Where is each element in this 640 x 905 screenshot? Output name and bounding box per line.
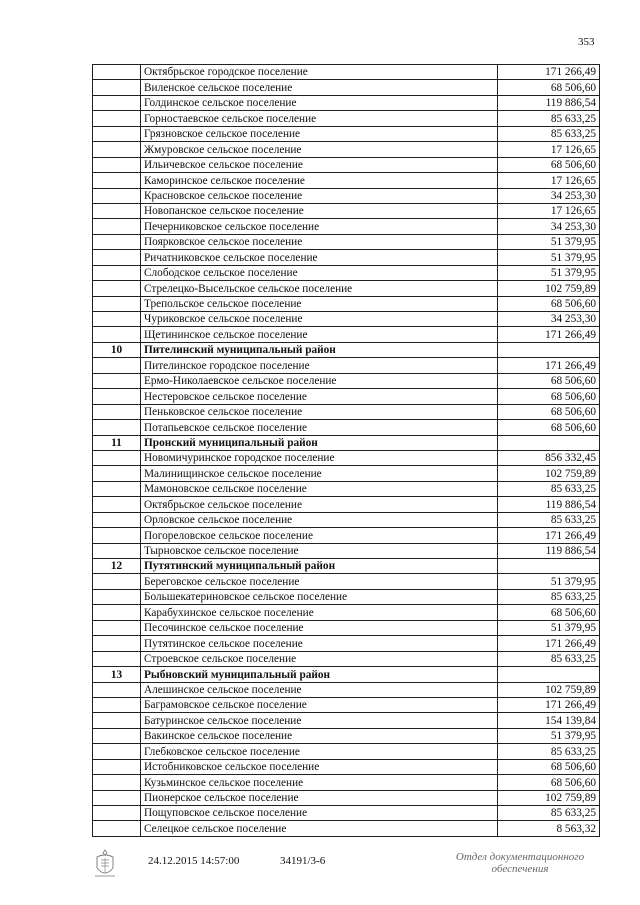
settlement-name-cell: Береговское сельское поселение xyxy=(141,574,498,589)
amount-cell: 171 266,49 xyxy=(498,636,600,651)
row-number-cell xyxy=(93,203,141,218)
settlement-name-cell: Вакинское сельское поселение xyxy=(141,728,498,743)
amount-cell: 68 506,60 xyxy=(498,759,600,774)
row-number-cell xyxy=(93,466,141,481)
settlement-name-cell: Нестеровское сельское поселение xyxy=(141,389,498,404)
amount-cell: 102 759,89 xyxy=(498,281,600,296)
amount-cell: 34 253,30 xyxy=(498,312,600,327)
amount-cell xyxy=(498,559,600,574)
amount-cell: 102 759,89 xyxy=(498,790,600,805)
table-row xyxy=(93,744,600,759)
table-row xyxy=(93,234,600,249)
settlement-name-cell: Истобниковское сельское поселение xyxy=(141,759,498,774)
amount-cell: 51 379,95 xyxy=(498,234,600,249)
amount-cell: 17 126,65 xyxy=(498,203,600,218)
row-number-cell xyxy=(93,605,141,620)
settlement-name-cell: Мамоновское сельское поселение xyxy=(141,481,498,496)
amount-cell: 51 379,95 xyxy=(498,574,600,589)
row-number-cell xyxy=(93,651,141,666)
settlement-name-cell: Чуриковское сельское поселение xyxy=(141,312,498,327)
district-row xyxy=(93,667,600,682)
table-row xyxy=(93,420,600,435)
table-row xyxy=(93,95,600,110)
settlement-name-cell: Жмуровское сельское поселение xyxy=(141,142,498,157)
row-number-cell xyxy=(93,281,141,296)
table-row xyxy=(93,512,600,527)
row-number-cell xyxy=(93,219,141,234)
table-row xyxy=(93,327,600,342)
amount-cell: 119 886,54 xyxy=(498,95,600,110)
amount-cell: 85 633,25 xyxy=(498,744,600,759)
table-row xyxy=(93,404,600,419)
settlement-name-cell: Карабухинское сельское поселение xyxy=(141,605,498,620)
row-number-cell xyxy=(93,265,141,280)
row-number-cell xyxy=(93,188,141,203)
amount-cell: 51 379,95 xyxy=(498,728,600,743)
settlement-name-cell: Пощуповское сельское поселение xyxy=(141,806,498,821)
amount-cell: 68 506,60 xyxy=(498,80,600,95)
table-row xyxy=(93,759,600,774)
row-number-cell xyxy=(93,65,141,80)
row-number-cell xyxy=(93,358,141,373)
row-number-cell xyxy=(93,142,141,157)
amount-cell: 102 759,89 xyxy=(498,466,600,481)
amount-cell: 51 379,95 xyxy=(498,265,600,280)
settlement-name-cell: Глебковское сельское поселение xyxy=(141,744,498,759)
table-row xyxy=(93,497,600,512)
table-row xyxy=(93,589,600,604)
settlement-name-cell: Орловское сельское поселение xyxy=(141,512,498,527)
settlement-name-cell: Пеньковское сельское поселение xyxy=(141,404,498,419)
row-number-cell xyxy=(93,620,141,635)
coat-of-arms-icon xyxy=(93,848,117,880)
table-row xyxy=(93,651,600,666)
settlement-name-cell: Трепольское сельское поселение xyxy=(141,296,498,311)
row-number-cell xyxy=(93,111,141,126)
page-number: 353 xyxy=(578,36,595,48)
amount-cell: 102 759,89 xyxy=(498,682,600,697)
table-row xyxy=(93,373,600,388)
table-row xyxy=(93,790,600,805)
settlement-name-cell: Кузьминское сельское поселение xyxy=(141,775,498,790)
settlement-name-cell: Алешинское сельское поселение xyxy=(141,682,498,697)
table-row xyxy=(93,265,600,280)
table-row xyxy=(93,620,600,635)
settlement-name-cell: Горностаевское сельское поселение xyxy=(141,111,498,126)
row-number-cell xyxy=(93,234,141,249)
settlement-name-cell: Потапьевское сельское поселение xyxy=(141,420,498,435)
settlement-name-cell: Строевское сельское поселение xyxy=(141,651,498,666)
row-number-cell xyxy=(93,404,141,419)
amount-cell: 856 332,45 xyxy=(498,450,600,465)
table-row xyxy=(93,450,600,465)
table-row xyxy=(93,713,600,728)
row-number-cell xyxy=(93,95,141,110)
table-row xyxy=(93,481,600,496)
row-number-cell xyxy=(93,420,141,435)
row-number-cell: 10 xyxy=(93,342,141,357)
settlement-name-cell: Путятинское сельское поселение xyxy=(141,636,498,651)
amount-cell: 85 633,25 xyxy=(498,512,600,527)
settlement-name-cell: Рыбновский муниципальный район xyxy=(141,667,498,682)
table-row xyxy=(93,188,600,203)
row-number-cell xyxy=(93,790,141,805)
table-row xyxy=(93,80,600,95)
settlement-name-cell: Малинищинское сельское поселение xyxy=(141,466,498,481)
settlement-name-cell: Батуринское сельское поселение xyxy=(141,713,498,728)
amount-cell: 68 506,60 xyxy=(498,296,600,311)
amount-cell: 85 633,25 xyxy=(498,589,600,604)
settlement-name-cell: Баграмовское сельское поселение xyxy=(141,697,498,712)
amount-cell: 68 506,60 xyxy=(498,389,600,404)
row-number-cell xyxy=(93,528,141,543)
settlement-name-cell: Селецкое сельское поселение xyxy=(141,821,498,836)
amount-cell: 171 266,49 xyxy=(498,65,600,80)
amount-cell: 34 253,30 xyxy=(498,219,600,234)
table-row xyxy=(93,574,600,589)
table-row xyxy=(93,806,600,821)
stamp-line-1: Отдел документационного xyxy=(455,851,585,863)
amount-cell: 85 633,25 xyxy=(498,806,600,821)
amount-cell: 17 126,65 xyxy=(498,173,600,188)
table-row xyxy=(93,142,600,157)
amount-cell: 68 506,60 xyxy=(498,775,600,790)
district-row xyxy=(93,435,600,450)
amount-cell: 85 633,25 xyxy=(498,651,600,666)
table-row xyxy=(93,821,600,836)
table-row xyxy=(93,682,600,697)
settlement-name-cell: Погореловское сельское поселение xyxy=(141,528,498,543)
table-row xyxy=(93,203,600,218)
amount-cell: 171 266,49 xyxy=(498,697,600,712)
settlement-name-cell: Грязновское сельское поселение xyxy=(141,126,498,141)
row-number-cell xyxy=(93,728,141,743)
amount-cell: 171 266,49 xyxy=(498,528,600,543)
amount-cell xyxy=(498,342,600,357)
row-number-cell xyxy=(93,775,141,790)
table-row xyxy=(93,728,600,743)
row-number-cell xyxy=(93,173,141,188)
footer-date: 24.12.2015 14:57:00 xyxy=(148,855,240,867)
row-number-cell xyxy=(93,744,141,759)
settlement-name-cell: Ильичевское сельское поселение xyxy=(141,157,498,172)
settlement-name-cell: Новомичуринское городское поселение xyxy=(141,450,498,465)
table-row xyxy=(93,111,600,126)
settlement-name-cell: Ермо-Николаевское сельское поселение xyxy=(141,373,498,388)
table-row xyxy=(93,466,600,481)
row-number-cell xyxy=(93,543,141,558)
amount-cell: 68 506,60 xyxy=(498,605,600,620)
amount-cell: 68 506,60 xyxy=(498,373,600,388)
settlement-name-cell: Большекатериновское сельское поселение xyxy=(141,589,498,604)
row-number-cell: 13 xyxy=(93,667,141,682)
table-row xyxy=(93,173,600,188)
row-number-cell xyxy=(93,157,141,172)
amount-cell: 68 506,60 xyxy=(498,404,600,419)
table-row xyxy=(93,219,600,234)
amount-cell: 154 139,84 xyxy=(498,713,600,728)
table-row xyxy=(93,697,600,712)
row-number-cell xyxy=(93,636,141,651)
table-row xyxy=(93,543,600,558)
row-number-cell xyxy=(93,759,141,774)
settlement-name-cell: Октябрьское сельское поселение xyxy=(141,497,498,512)
row-number-cell xyxy=(93,589,141,604)
amount-cell xyxy=(498,667,600,682)
table-row xyxy=(93,250,600,265)
amount-cell: 119 886,54 xyxy=(498,543,600,558)
allocation-table xyxy=(92,64,600,837)
amount-cell: 171 266,49 xyxy=(498,327,600,342)
row-number-cell xyxy=(93,713,141,728)
row-number-cell xyxy=(93,250,141,265)
amount-cell: 171 266,49 xyxy=(498,358,600,373)
table-row xyxy=(93,528,600,543)
settlement-name-cell: Новопанское сельское поселение xyxy=(141,203,498,218)
department-stamp xyxy=(440,851,600,875)
table-row xyxy=(93,358,600,373)
amount-cell: 51 379,95 xyxy=(498,250,600,265)
row-number-cell xyxy=(93,389,141,404)
settlement-name-cell: Песочинское сельское поселение xyxy=(141,620,498,635)
amount-cell xyxy=(498,435,600,450)
row-number-cell xyxy=(93,697,141,712)
row-number-cell xyxy=(93,126,141,141)
row-number-cell xyxy=(93,497,141,512)
settlement-name-cell: Пителинское городское поселение xyxy=(141,358,498,373)
settlement-name-cell: Путятинский муниципальный район xyxy=(141,559,498,574)
settlement-name-cell: Печерниковское сельское поселение xyxy=(141,219,498,234)
stamp-line-2: обеспечения xyxy=(491,863,549,875)
row-number-cell xyxy=(93,512,141,527)
table-row xyxy=(93,605,600,620)
amount-cell: 68 506,60 xyxy=(498,157,600,172)
amount-cell: 34 253,30 xyxy=(498,188,600,203)
settlement-name-cell: Виленское сельское поселение xyxy=(141,80,498,95)
settlement-name-cell: Пронский муниципальный район xyxy=(141,435,498,450)
row-number-cell xyxy=(93,682,141,697)
row-number-cell: 12 xyxy=(93,559,141,574)
amount-cell: 68 506,60 xyxy=(498,420,600,435)
settlement-name-cell: Пионерское сельское поселение xyxy=(141,790,498,805)
amount-cell: 85 633,25 xyxy=(498,481,600,496)
table-body xyxy=(93,65,600,837)
settlement-name-cell: Щетининское сельское поселение xyxy=(141,327,498,342)
settlement-name-cell: Пителинский муниципальный район xyxy=(141,342,498,357)
settlement-name-cell: Слободское сельское поселение xyxy=(141,265,498,280)
table-row xyxy=(93,636,600,651)
row-number-cell xyxy=(93,574,141,589)
settlement-name-cell: Тырновское сельское поселение xyxy=(141,543,498,558)
district-row xyxy=(93,342,600,357)
settlement-name-cell: Стрелецко-Высельское сельское поселение xyxy=(141,281,498,296)
row-number-cell xyxy=(93,450,141,465)
settlement-name-cell: Октябрьское городское поселение xyxy=(141,65,498,80)
row-number-cell xyxy=(93,481,141,496)
settlement-name-cell: Ричатниковское сельское поселение xyxy=(141,250,498,265)
amount-cell: 85 633,25 xyxy=(498,126,600,141)
settlement-name-cell: Голдинское сельское поселение xyxy=(141,95,498,110)
table-row xyxy=(93,157,600,172)
table-row xyxy=(93,281,600,296)
table-row xyxy=(93,775,600,790)
settlement-name-cell: Каморинское сельское поселение xyxy=(141,173,498,188)
row-number-cell xyxy=(93,80,141,95)
amount-cell: 51 379,95 xyxy=(498,620,600,635)
row-number-cell: 11 xyxy=(93,435,141,450)
settlement-name-cell: Поярковское сельское поселение xyxy=(141,234,498,249)
row-number-cell xyxy=(93,373,141,388)
row-number-cell xyxy=(93,806,141,821)
table-row xyxy=(93,296,600,311)
table-row xyxy=(93,389,600,404)
amount-cell: 119 886,54 xyxy=(498,497,600,512)
district-row xyxy=(93,559,600,574)
row-number-cell xyxy=(93,296,141,311)
row-number-cell xyxy=(93,327,141,342)
table-row xyxy=(93,126,600,141)
amount-cell: 85 633,25 xyxy=(498,111,600,126)
settlement-name-cell: Красновское сельское поселение xyxy=(141,188,498,203)
row-number-cell xyxy=(93,821,141,836)
amount-cell: 8 563,32 xyxy=(498,821,600,836)
table-row xyxy=(93,312,600,327)
row-number-cell xyxy=(93,312,141,327)
amount-cell: 17 126,65 xyxy=(498,142,600,157)
table-row xyxy=(93,65,600,80)
footer-doc-number: 34191/3-6 xyxy=(280,855,326,867)
